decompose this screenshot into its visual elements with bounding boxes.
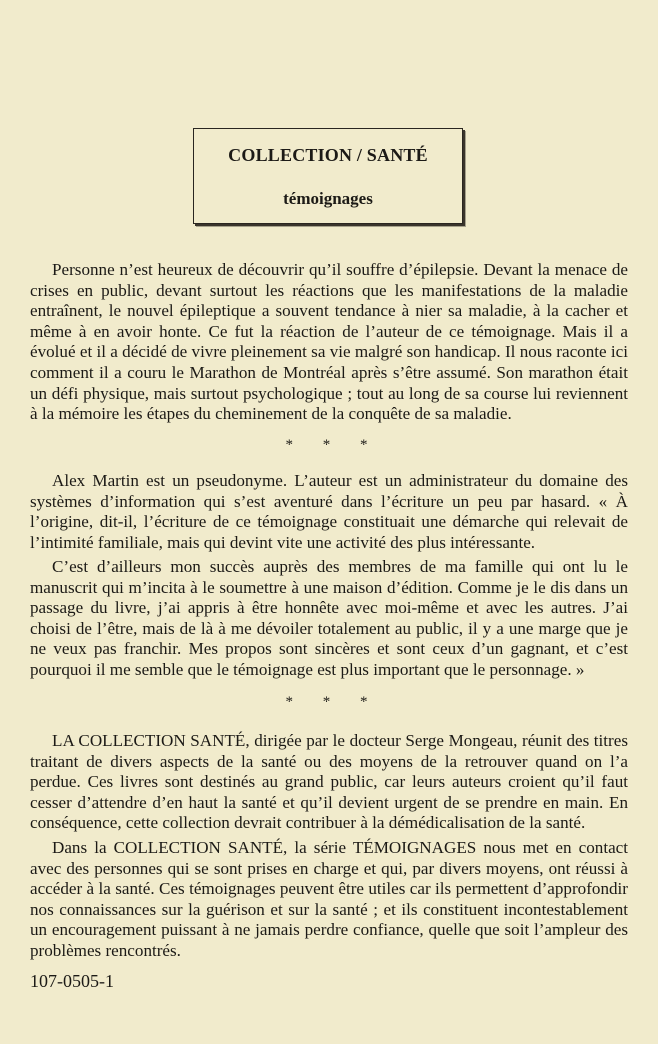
paragraph-author-quote: C’est d’ailleurs mon succès auprès des membres de ma famille qui ont lu le manuscrit qui m’incita à le soumettre à une maison d’édition. Comme je le dis dans un passage du livre, j’ai appris à être honnête avec moi-même et avec les autres. J’ai choisi de l’être, mais de là à me dévoiler totalement au public, il y a une marge que je ne veux pas franchir. Mes propos sont sincères et sont ceux d’un gagnant, et c’est pourquoi il me semble que le témoignage est plus important que le personnage. » <box>30 557 628 679</box>
collection-subtitle: témoignages <box>283 189 373 208</box>
separator-2: * * * <box>285 694 381 710</box>
paragraph-summary: Personne n’est heureux de découvrir qu’il souffre d’épilepsie. Devant la menace de crises en public, devant surtout les réactions que les manifestations de la maladie entraînent, le nouvel épileptique a souvent tendance à nier sa maladie, à la cacher et même à en avoir honte. Ce fut la réaction de l’auteur de ce témoignage. Mais il a évolué et il a décidé de vivre pleinement sa vie malgré son handicap. Il nous raconte ici comment il a couru le Marathon de Montréal après s’être assumé. Son marathon était un défi physique, mais surtout psychologique ; tout au long de sa course lui reviennent à la mémoire les étapes du cheminement de la conquête de sa maladie. <box>30 260 628 424</box>
paragraph-collection: LA COLLECTION SANTÉ, dirigée par le docteur Serge Mongeau, réunit des titres traitant de divers aspects de la santé ou des moyens de la retrouver quand on l’a perdue. Ces livres sont destinés au grand public, car leurs auteurs croient qu’il faut cesser d’attendre d’en haut la santé et qu’il devient urgent de se prendre en main. En conséquence, cette collection devrait contribuer à la démédicalisation de la santé. <box>30 731 628 833</box>
paragraph-author: Alex Martin est un pseudonyme. L’auteur est un administrateur du domaine des systèmes d’information qui s’est aventuré dans l’écriture un peu par hasard. « À l’origine, dit-il, l’écriture de ce témoignage constituait une démarche qui relevait de l’intimité familiale, mais qui devint vite une activité des plus intéressante. <box>30 471 628 552</box>
separator-1: * * * <box>285 437 381 453</box>
collection-title: COLLECTION / SANTÉ <box>228 145 428 165</box>
catalog-code: 107-0505-1 <box>30 971 114 991</box>
paragraph-series: Dans la COLLECTION SANTÉ, la série TÉMOIGNAGES nous met en contact avec des personnes qui se sont prises en charge et qui, par divers moyens, ont réussi à accéder à la santé. Ces témoignages peuvent être utiles car ils permettent d’approfondir nos connaissances sur la guérison et sur la santé ; et ils constituent incontestablement un encouragement puissant à ne jamais perdre confiance, quelle que soit l’ampleur des problèmes rencontrés. <box>30 838 628 960</box>
collection-header-box <box>193 128 463 224</box>
